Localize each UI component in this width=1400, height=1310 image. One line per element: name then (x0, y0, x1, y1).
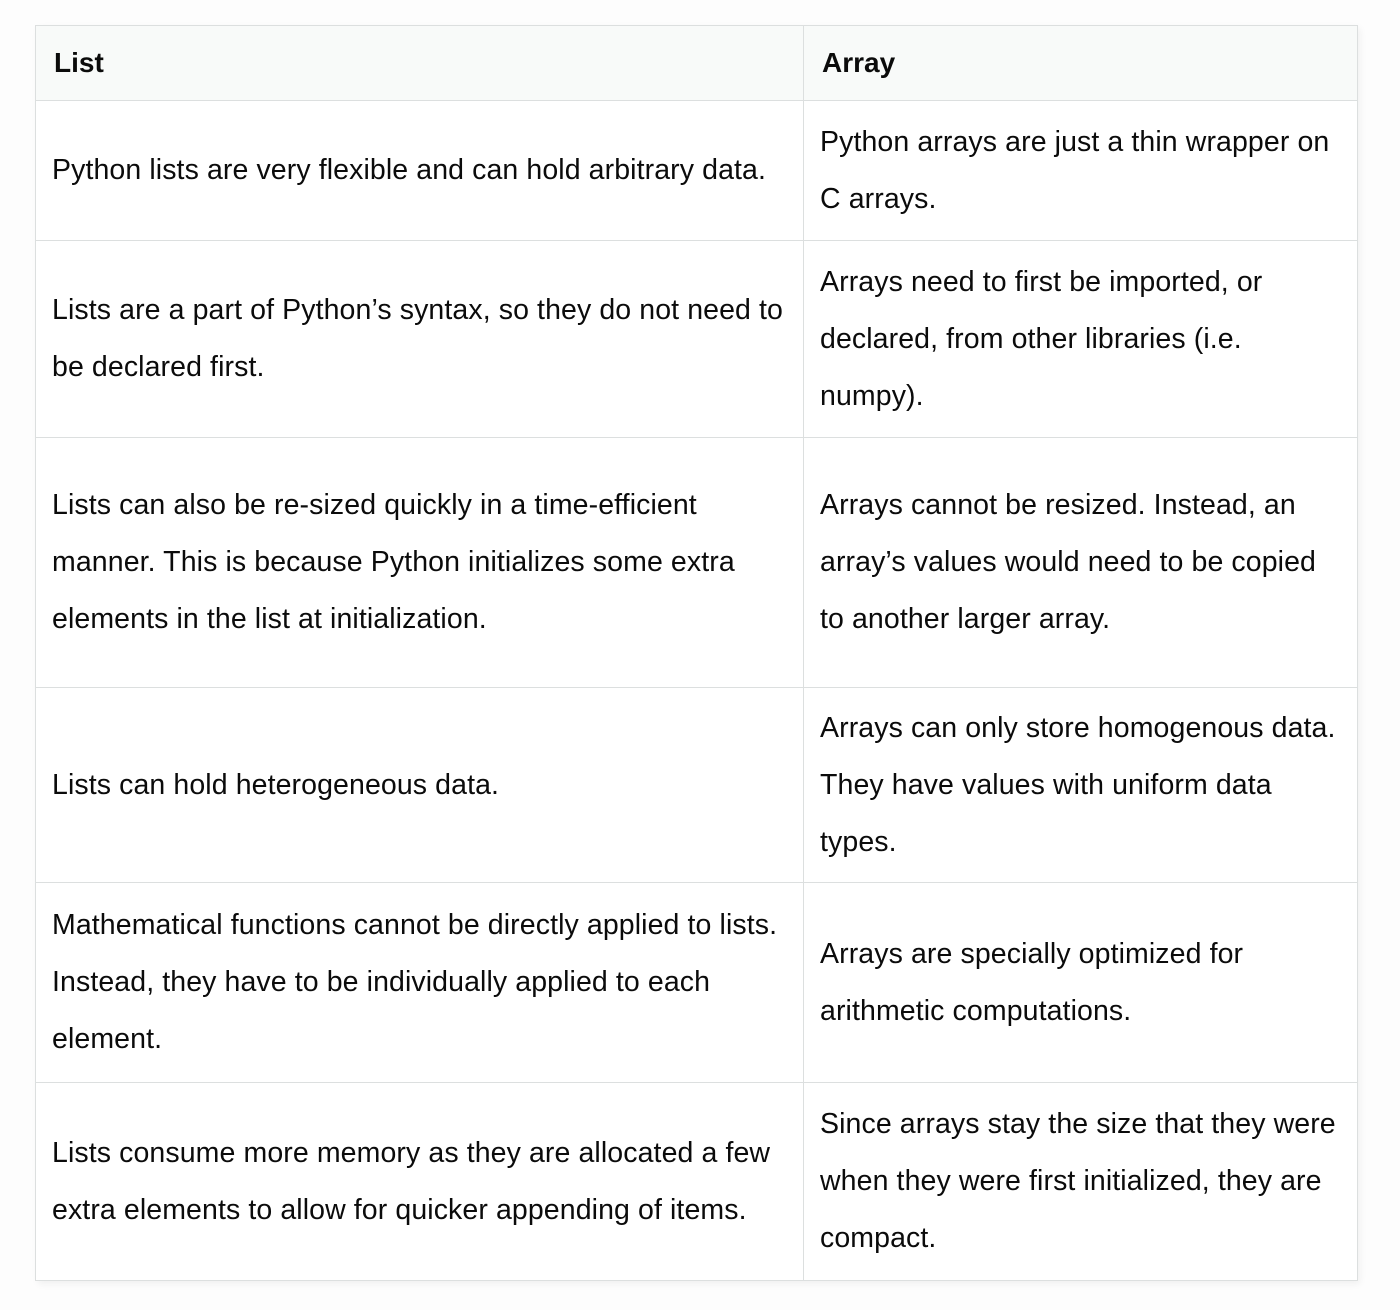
comparison-table-container (35, 25, 1357, 1281)
table-header (36, 26, 1358, 101)
cell-list-3: Lists can also be re-sized quickly in a time-efficient manner. This is because Python initializes some extra elements in the list at initialization. (36, 438, 804, 688)
list-vs-array-comparison-table (35, 25, 1358, 1281)
cell-array-5: Arrays are specially optimized for arithmetic computations. (804, 883, 1358, 1083)
table-row (36, 241, 1358, 438)
column-header-array: Array (804, 26, 1358, 101)
table-row (36, 438, 1358, 688)
cell-list-6: Lists consume more memory as they are allocated a few extra elements to allow for quicker appending of items. (36, 1083, 804, 1281)
cell-array-2: Arrays need to first be imported, or declared, from other libraries (i.e. numpy). (804, 241, 1358, 438)
table-header-row (36, 26, 1358, 101)
cell-array-4: Arrays can only store homogenous data. They have values with uniform data types. (804, 688, 1358, 883)
cell-list-2: Lists are a part of Python’s syntax, so they do not need to be declared first. (36, 241, 804, 438)
cell-array-6: Since arrays stay the size that they were when they were first initialized, they are compact. (804, 1083, 1358, 1281)
cell-list-4: Lists can hold heterogeneous data. (36, 688, 804, 883)
table-row (36, 688, 1358, 883)
cell-list-1: Python lists are very flexible and can hold arbitrary data. (36, 101, 804, 241)
cell-array-3: Arrays cannot be resized. Instead, an array’s values would need to be copied to another larger array. (804, 438, 1358, 688)
column-header-list: List (36, 26, 804, 101)
table-body (36, 101, 1358, 1281)
table-row (36, 1083, 1358, 1281)
cell-list-5: Mathematical functions cannot be directly applied to lists. Instead, they have to be individually applied to each element. (36, 883, 804, 1083)
cell-array-1: Python arrays are just a thin wrapper on C arrays. (804, 101, 1358, 241)
table-row (36, 101, 1358, 241)
table-row (36, 883, 1358, 1083)
